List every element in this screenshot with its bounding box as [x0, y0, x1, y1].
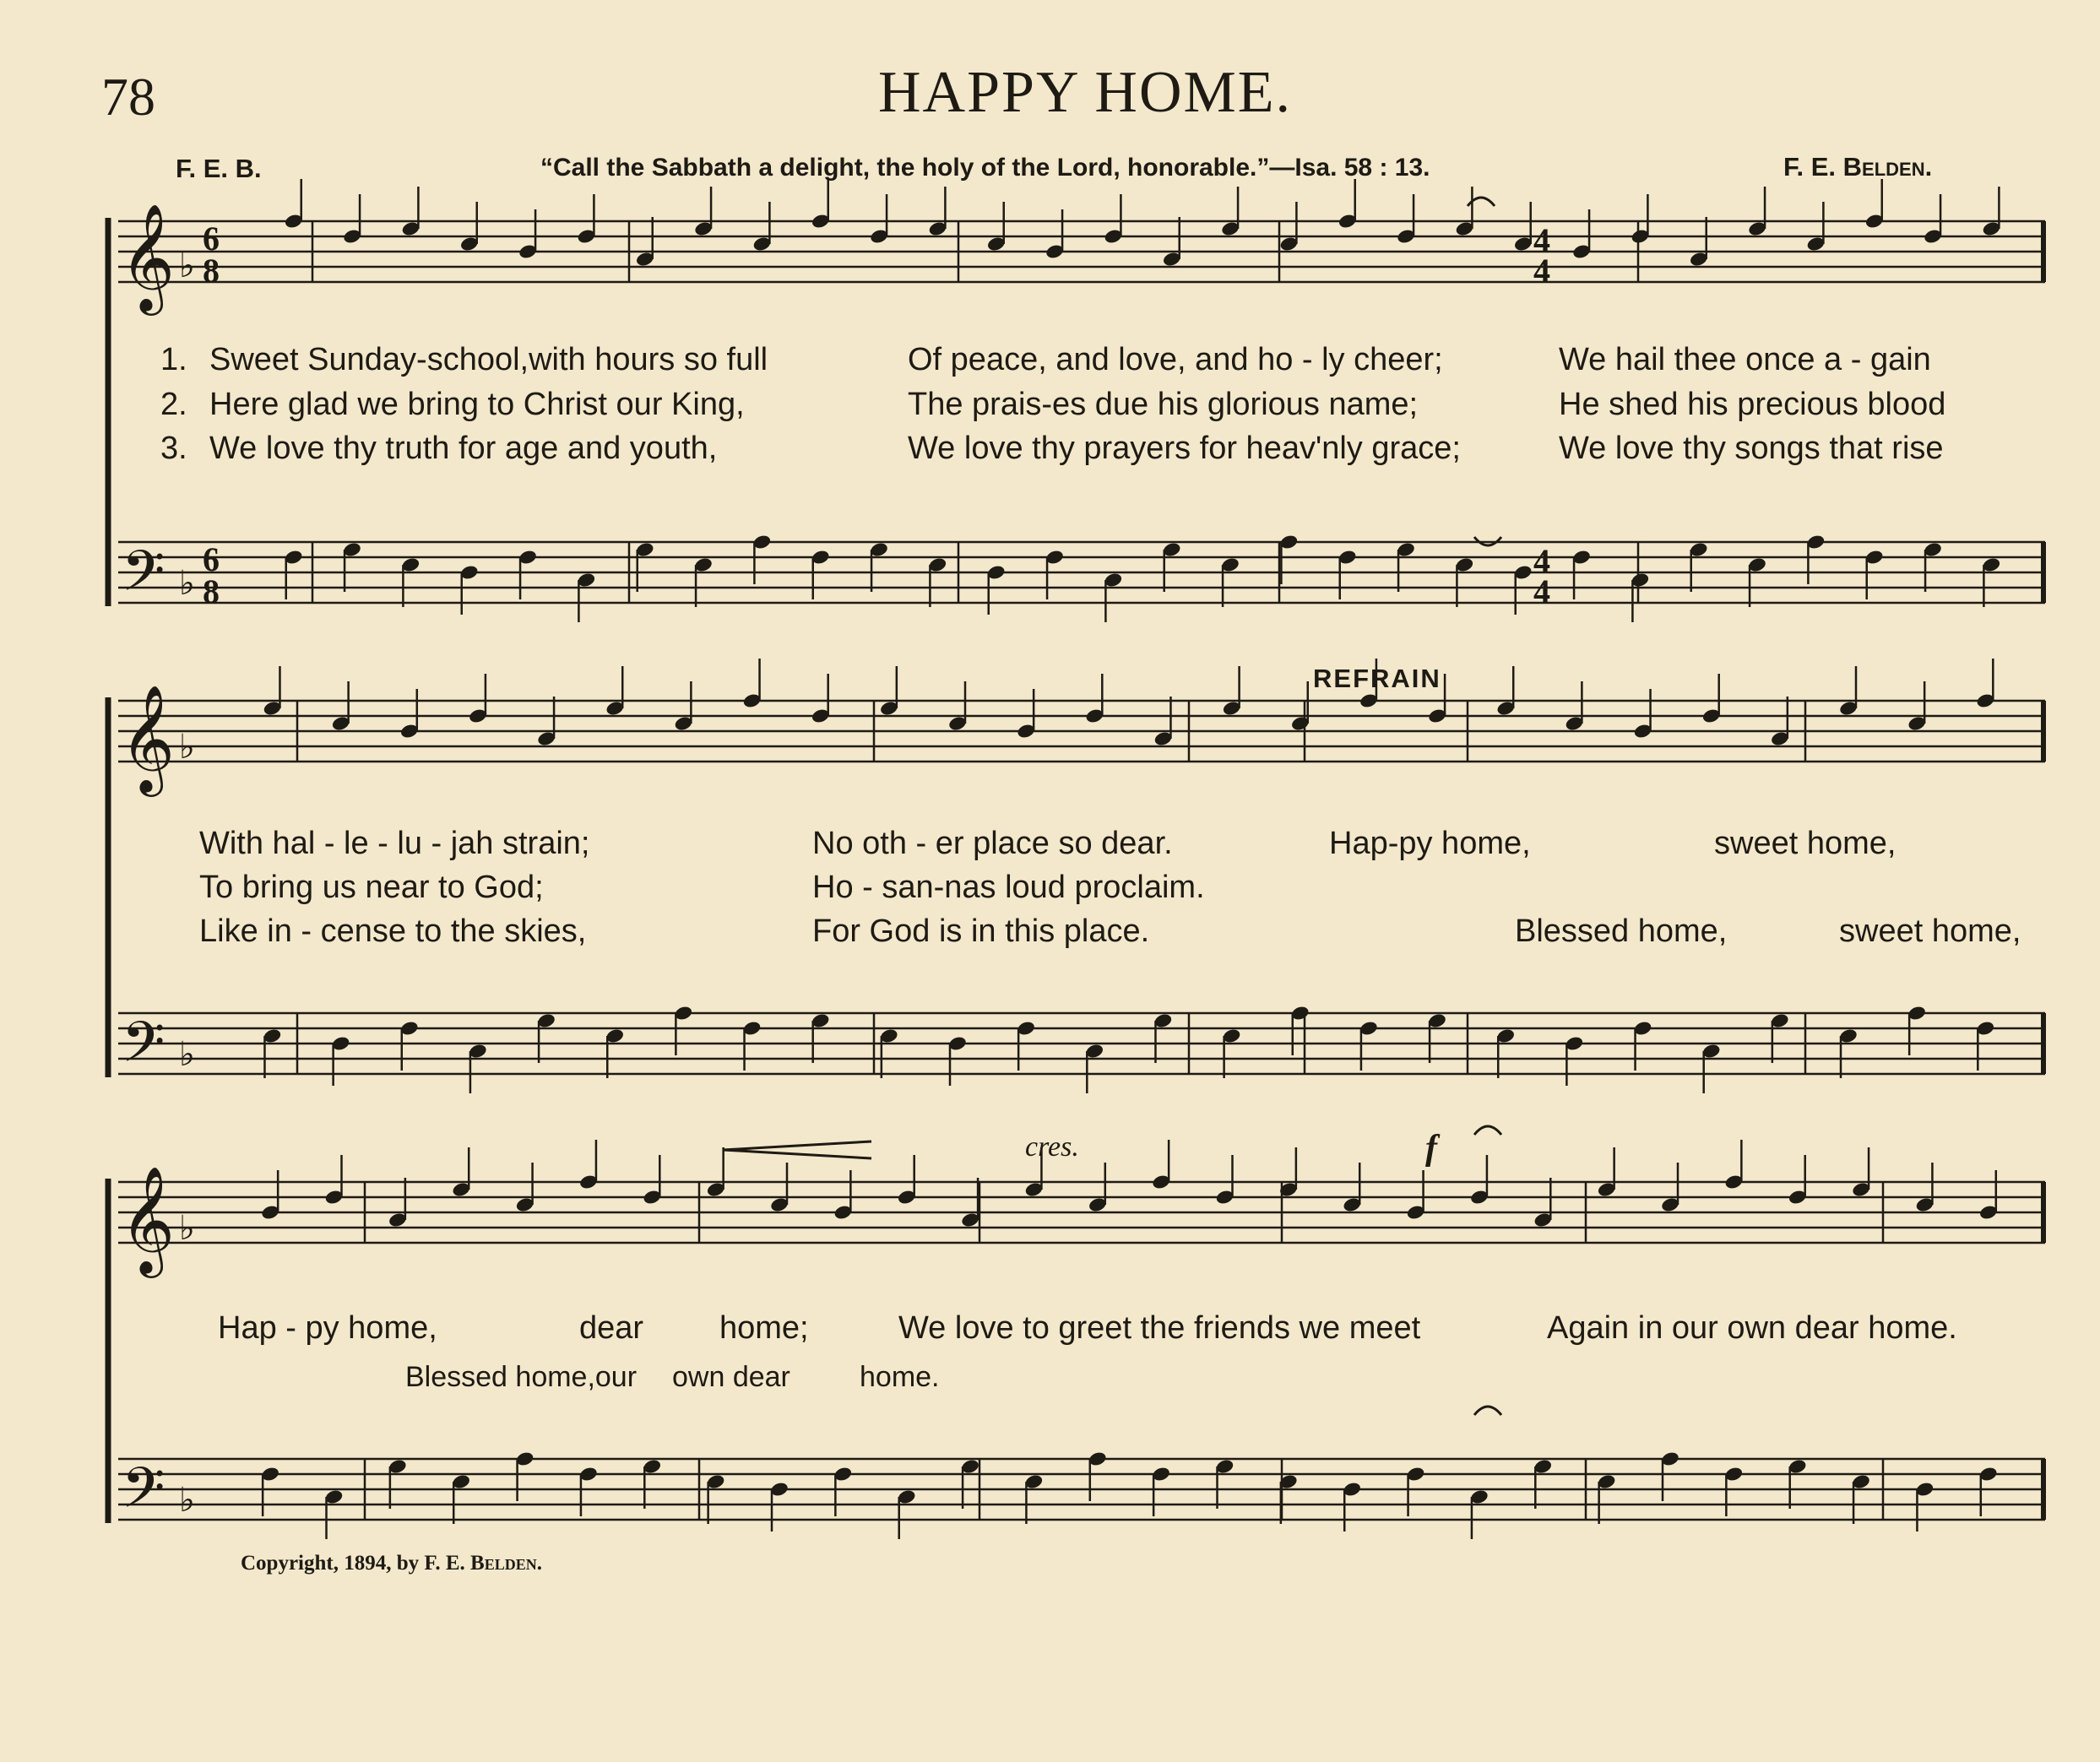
- treble-clef-icon: 𝄞: [120, 684, 176, 792]
- verse3-lyric-b: We love thy prayers for heav'nly grace;: [908, 431, 1461, 466]
- line1-lyric-d: sweet home,: [1714, 826, 1897, 861]
- line3-lyric-b: For God is in this place.: [812, 914, 1150, 949]
- svg-text:8: 8: [203, 572, 220, 610]
- verse1-lyric-b: Of peace, and love, and ho - ly cheer;: [908, 342, 1443, 377]
- svg-text:4: 4: [1533, 221, 1550, 259]
- line1-lyric-a: With hal - le - lu - jah strain;: [199, 826, 590, 861]
- final-lyric-c: home;: [719, 1310, 809, 1346]
- line3-lyric-c: Blessed home,: [1515, 914, 1728, 949]
- forte-marking: f: [1425, 1129, 1437, 1168]
- treble-clef-icon: 𝄞: [120, 203, 176, 311]
- final-lyric-a: Hap - py home,: [218, 1310, 437, 1346]
- crescendo-marking: cres.: [1025, 1131, 1079, 1163]
- composer-credit: F. E. Belden.: [1783, 152, 1933, 182]
- bass-clef-icon: 𝄢: [122, 539, 166, 617]
- staff-system3-bass: [118, 1459, 2045, 1520]
- verse1-lyric-c: We hail thee once a - gain: [1559, 342, 1931, 377]
- final-lyric-d: We love to greet the friends we meet: [898, 1310, 1421, 1346]
- final-lyric-b: dear: [579, 1310, 644, 1346]
- alt-lyric-a: Blessed home,our: [405, 1361, 638, 1393]
- staff-system1-bass: [118, 542, 2045, 603]
- line2-lyric-b: Ho - san-nas loud proclaim.: [812, 870, 1205, 905]
- line3-lyric-d: sweet home,: [1839, 914, 2021, 949]
- lyricist-credit: F. E. B.: [176, 154, 262, 183]
- copyright-prefix: Copyright, 1894, by: [241, 1552, 425, 1575]
- verse2-lyric-c: He shed his precious blood: [1559, 387, 1946, 422]
- page-number: 78: [101, 67, 155, 127]
- line1-lyric-b: No oth - er place so dear.: [812, 826, 1173, 861]
- alt-lyric-b: own dear: [672, 1361, 790, 1393]
- verse2-number: 2.: [160, 387, 187, 422]
- verse3-lyric-c: We love thy songs that rise: [1559, 431, 1944, 466]
- svg-text:4: 4: [1533, 572, 1550, 610]
- hymn-title: HAPPY HOME.: [878, 60, 1293, 125]
- fermata-icons: [1468, 198, 1501, 1415]
- svg-text:6: 6: [203, 540, 220, 578]
- flat-key-signature-icon: ♭: [179, 1481, 195, 1520]
- verse2-lyric-a: Here glad we bring to Christ our King,: [209, 387, 745, 422]
- verse3-number: 3.: [160, 431, 187, 466]
- flat-key-signature-icon: ♭: [179, 247, 195, 285]
- flat-key-signature-icon: ♭: [179, 1035, 195, 1074]
- line3-lyric-a: Like in - cense to the skies,: [199, 914, 587, 949]
- flat-key-signature-icon: ♭: [179, 564, 195, 603]
- svg-text:8: 8: [203, 252, 220, 290]
- svg-text:6: 6: [203, 220, 220, 258]
- staff-system2-bass: [118, 1013, 2045, 1074]
- bass-clef-icon: 𝄢: [122, 1456, 166, 1534]
- copyright-holder: F. E. Belden.: [424, 1552, 542, 1575]
- line2-lyric-a: To bring us near to God;: [199, 870, 544, 905]
- flat-key-signature-icon: ♭: [179, 728, 195, 767]
- verse1-lyric-a: Sweet Sunday-school,with hours so full: [209, 342, 768, 377]
- alt-lyric-c: home.: [860, 1361, 940, 1393]
- verse3-lyric-a: We love thy truth for age and youth,: [209, 431, 718, 466]
- verse1-number: 1.: [160, 342, 187, 377]
- bass-clef-icon: 𝄢: [122, 1010, 166, 1088]
- flat-key-signature-icon: ♭: [179, 1209, 195, 1248]
- svg-text:4: 4: [1533, 542, 1550, 580]
- treble-clef-icon: 𝄞: [120, 1165, 176, 1273]
- verse2-lyric-b: The prais-es due his glorious name;: [908, 387, 1419, 422]
- svg-text:4: 4: [1533, 252, 1550, 290]
- line1-lyric-c: Hap-py home,: [1329, 826, 1531, 861]
- staff-system3-treble: [118, 1182, 2045, 1243]
- crescendo-hairpin: [723, 1141, 871, 1158]
- final-lyric-e: Again in our own dear home.: [1547, 1310, 1957, 1346]
- scripture-epigraph: “Call the Sabbath a delight, the holy of the Lord, honorable.”—Isa. 58 : 13.: [540, 154, 1430, 182]
- refrain-label: REFRAIN: [1313, 664, 1441, 693]
- copyright-notice: [241, 1552, 542, 1575]
